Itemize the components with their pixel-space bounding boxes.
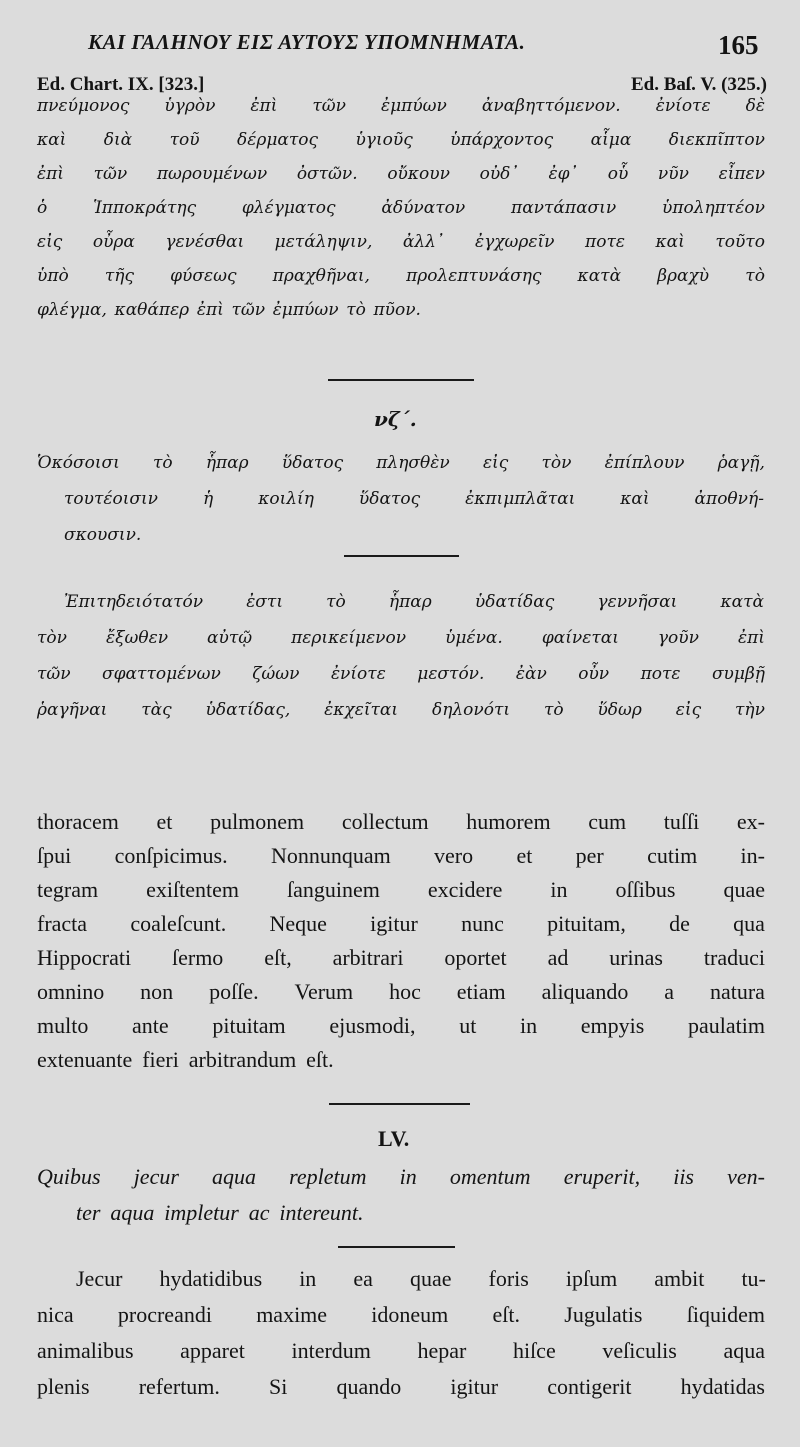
greek-line: ὁ Ἱπποκράτης φλέγματος ἀδύνατον παντάπασιν ὑποληπτέον: [37, 198, 765, 218]
latin-line: fracta coaleſcunt. Neque igitur nunc pituitam, de qua: [37, 911, 765, 936]
page-number: 165: [718, 30, 759, 60]
greek-aphorism-line: τουτέοισιν ἡ κοιλίη ὕδατος ἐκπιμπλᾶται καὶ ἀποθνή-: [64, 489, 764, 509]
greek-line: ἐπὶ τῶν πωρουμένων ὀστῶν. οὔκουν οὐδ᾽ ἐφ᾽ οὗ νῦν εἶπεν: [37, 164, 765, 184]
section-divider: [329, 1103, 470, 1105]
greek-line: ὑπὸ τῆς φύσεως πραχθῆναι, προλεπτυνάσης κατὰ βραχὺ τὸ: [37, 266, 765, 286]
latin-line: Jecur hydatidibus in ea quae foris ipſum ambit tu-: [76, 1266, 766, 1291]
greek-section-number: νζ΄.: [374, 407, 417, 431]
greek-line: φλέγμα, καθάπερ ἐπὶ τῶν ἐμπύων τὸ πῦον.: [37, 300, 421, 320]
latin-aphorism-line: ter aqua impletur ac intereunt.: [76, 1200, 364, 1225]
latin-line: omnino non poſſe. Verum hoc etiam aliquando a natura: [37, 979, 765, 1004]
latin-line: nica procreandi maxime idoneum eſt. Jugulatis ſiquidem: [37, 1302, 765, 1327]
latin-line: Hippocrati ſermo eſt, arbitrari oportet ad urinas traduci: [37, 945, 765, 970]
latin-line: extenuante fieri arbitrandum eſt.: [37, 1047, 334, 1072]
greek-line: Ἐπιτηδειότατόν ἐστι τὸ ἧπαρ ὑδατίδας γεννῆσαι κατὰ: [64, 592, 764, 612]
edition-reference-right: Ed. Baſ. V. (325.): [630, 74, 767, 95]
greek-line: καὶ διὰ τοῦ δέρματος ὑγιοῦς ὑπάρχοντος αἷμα διεκπῖπτον: [37, 130, 765, 150]
latin-line: animalibus apparet interdum hepar hiſce veſiculis aqua: [37, 1338, 765, 1363]
latin-line: plenis refertum. Si quando igitur contigerit hydatidas: [37, 1374, 765, 1399]
greek-line: τὸν ἔξωθεν αὐτῷ περικείμενον ὑμένα. φαίνεται γοῦν ἐπὶ: [37, 628, 765, 648]
latin-aphorism-line: Quibus jecur aqua repletum in omentum eruperit, iis ven-: [37, 1164, 765, 1189]
greek-line: πνεύμονος ὑγρὸν ἐπὶ τῶν ἐμπύων ἀναβηττόμενον. ἐνίοτε δὲ: [37, 96, 765, 116]
greek-aphorism-line: σκουσιν.: [64, 525, 142, 545]
section-divider: [328, 379, 474, 381]
greek-aphorism-line: Ὁκόσοισι τὸ ἧπαρ ὕδατος πλησθὲν εἰς τὸν ἐπίπλουν ῥαγῇ,: [37, 453, 765, 473]
commentary-divider: [344, 555, 459, 557]
latin-section-number: LV.: [378, 1126, 410, 1151]
latin-line: tegram exiſtentem ſanguinem excidere in oſſibus quae: [37, 877, 765, 902]
greek-line: τῶν σφαττομένων ζώων ἐνίοτε μεστόν. ἐὰν οὖν ποτε συμβῇ: [37, 664, 765, 684]
edition-reference-left: Ed. Chart. IX. [323.]: [37, 74, 205, 95]
latin-line: ſpui conſpicimus. Nonnunquam vero et per cutim in-: [37, 843, 765, 868]
greek-line: εἰς οὖρα γενέσθαι μετάληψιν, ἀλλ᾽ ἐγχωρεῖν ποτε καὶ τοῦτο: [37, 232, 765, 252]
latin-line: multo ante pituitam ejusmodi, ut in empyis paulatim: [37, 1013, 765, 1038]
commentary-divider: [338, 1246, 455, 1248]
latin-line: thoracem et pulmonem collectum humorem cum tuſſi ex-: [37, 809, 765, 834]
greek-line: ῥαγῆναι τὰς ὑδατίδας, ἐκχεῖται δηλονότι τὸ ὕδωρ εἰς τὴν: [37, 700, 765, 720]
running-title: ΚΑΙ ΓΑΛΗΝΟΥ ΕΙΣ ΑΥΤΟΥΣ ΥΠΟΜΝΗΜΑΤΑ.: [88, 30, 526, 54]
